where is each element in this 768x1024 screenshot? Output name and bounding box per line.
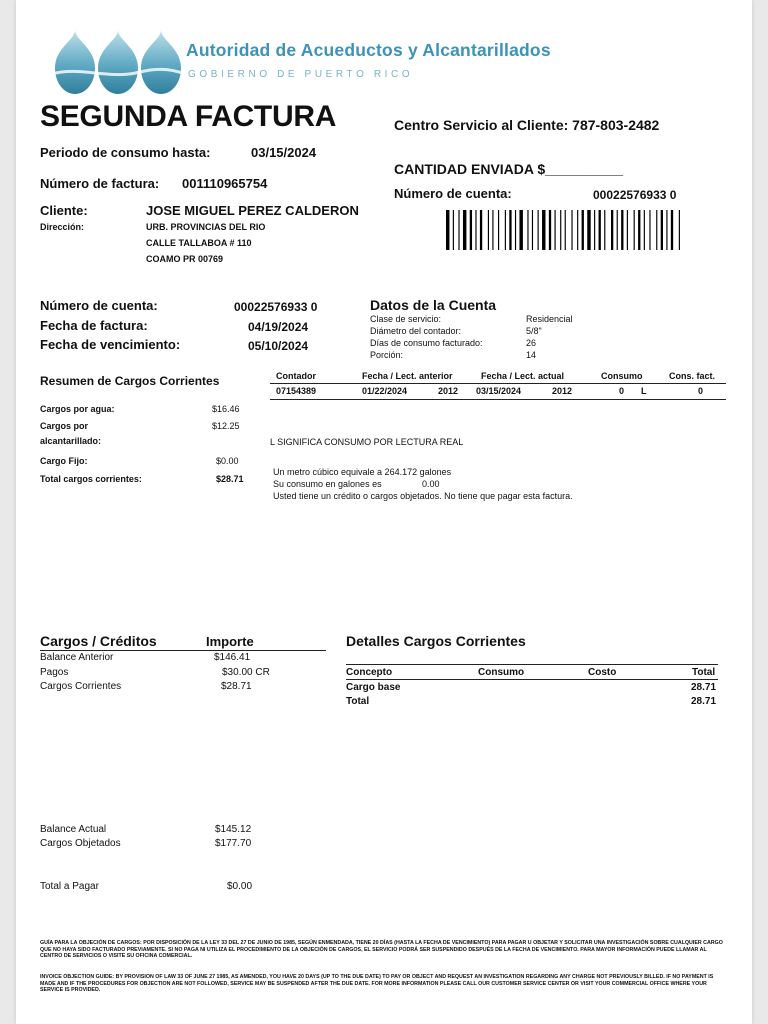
account-number-label-top: Número de cuenta: [394, 186, 512, 201]
address-line-1: URB. PROVINCIAS DEL RIO [146, 222, 266, 232]
current-balance-label: Balance Actual [40, 824, 107, 835]
sewer-charges-label-2: alcantarillado: [40, 436, 102, 446]
payments-value: $30.00 CR [222, 667, 270, 678]
total-current-label: Total cargos corrientes: [40, 474, 142, 484]
billed-days-label: Días de consumo facturado: [370, 338, 483, 348]
details-header-cost: Costo [588, 667, 617, 678]
barcode-icon [446, 210, 698, 250]
meter-diameter-label: Diámetro del contador: [370, 326, 462, 336]
objected-charges-value: $177.70 [215, 838, 252, 849]
reading-note: L SIGNIFICA CONSUMO POR LECTURA REAL [270, 437, 464, 447]
service-class-label: Clase de servicio: [370, 314, 442, 324]
due-date-label: Fecha de vencimiento: [40, 337, 181, 352]
portion-label: Porción: [370, 350, 404, 360]
invoice-number-value: 001110965754 [182, 176, 268, 191]
objection-guide-spanish: GUÍA PARA LA OBJECIÓN DE CARGOS: POR DISPOSICIÓN DE LA LEY 33 DEL 27 DE JUNIO DE 1985, SEGÚN ENMENDADA, TIENE 20 DÍAS (HASTA LA FECHA DE VENCIMIENTO) PARA PAGAR U OBJETAR Y SOLICITAR UNA INVESTIGACIÓN SOBRE CUALQUIER CARGO QUE NO HAYA SIDO FACTURADO PREVIAMENTE. SI NO PAGA NI UTILIZA EL PROCEDIMIENTO DE LA OBJECIÓN DE CARGOS, EL SERVICIO PODRÁ SER SUSPENDIDO DESPUÉS DE LA FECHA DE VENCIMIENTO. PARA MAYOR INFORMACIÓN PUEDE LLAMAR AL CENTRO DE SERVICIOS O VISITE SU OFICINA COMERCIAL. [40, 940, 723, 960]
cubic-meter-info: Un metro cúbico equivale a 264.172 galones [273, 467, 452, 477]
total-current-value: $28.71 [216, 474, 244, 484]
details-top-rule [346, 664, 718, 665]
water-charges-label: Cargos por agua: [40, 404, 115, 414]
water-drops-logo-icon [50, 28, 200, 98]
meter-reading-code: L [641, 386, 647, 396]
invoice-date-value: 04/19/2024 [248, 320, 309, 334]
meter-header-prev: Fecha / Lect. anterior [362, 371, 453, 381]
sewer-charges-value: $12.25 [212, 421, 240, 431]
address-line-2: CALLE TALLABOA # 110 [146, 238, 252, 248]
credit-notice: Usted tiene un crédito o cargos objetados. No tiene que pagar esta factura. [273, 491, 573, 501]
water-charges-value: $16.46 [212, 404, 240, 414]
charges-title: Cargos / Créditos [40, 633, 157, 649]
invoice-date-label: Fecha de factura: [40, 318, 148, 333]
meter-header-rule [270, 383, 726, 384]
meter-number: 07154389 [276, 386, 317, 396]
portion-value: 14 [526, 350, 537, 360]
due-date-value: 05/10/2024 [248, 339, 309, 353]
address-label: Dirección: [40, 222, 85, 232]
meter-header-consumption: Consumo [601, 371, 643, 381]
service-class-value: Residencial [526, 314, 573, 324]
meter-billed: 0 [698, 386, 704, 396]
account-number-value-top: 00022576933 0 [593, 188, 677, 202]
base-charge-value: 28.71 [691, 682, 717, 693]
client-name: JOSE MIGUEL PEREZ CALDERON [146, 203, 359, 218]
amount-sent: CANTIDAD ENVIADA $__________ [394, 161, 624, 177]
meter-prev-date: 01/22/2024 [362, 386, 408, 396]
account-details-title: Datos de la Cuenta [370, 297, 497, 313]
payments-label: Pagos [40, 667, 69, 678]
total-to-pay-label: Total a Pagar [40, 881, 99, 892]
meter-header-billed: Cons. fact. [669, 371, 716, 381]
gallons-label: Su consumo en galones es [273, 479, 382, 489]
meter-consumption: 0 [619, 386, 625, 396]
charges-rule [40, 650, 326, 651]
meter-curr-read: 2012 [552, 386, 573, 396]
meter-row-rule [270, 399, 726, 400]
details-header-rule [346, 679, 718, 680]
base-charge-label: Cargo base [346, 682, 401, 693]
sewer-charges-label-1: Cargos por [40, 421, 89, 431]
current-charges-label: Cargos Corrientes [40, 681, 122, 692]
current-charges-value: $28.71 [221, 681, 252, 692]
meter-header-meter: Contador [276, 371, 316, 381]
meter-diameter-value: 5/8" [526, 326, 542, 336]
invoice-page [16, 0, 752, 1024]
details-header-consumption: Consumo [478, 667, 525, 678]
amount-header: Importe [206, 634, 254, 649]
details-header-concept: Concepto [346, 667, 393, 678]
summary-title: Resumen de Cargos Corrientes [40, 374, 220, 388]
meter-prev-read: 2012 [438, 386, 459, 396]
objection-guide-english: INVOICE OBJECTION GUIDE: BY PROVISION OF LAW 33 OF JUNE 27 1985, AS AMENDED, YOU HAVE 20 DAYS (UP TO THE DUE DATE) TO PAY OR OBJECT AND REQUEST AN INVESTIGATION REGARDING ANY CHARGE NOT PREVIOUSLY BILLED. IF NO PAYMENT IS MADE AND IF THE PROCEDURES FOR OBJECTION ARE NOT FOLLOWED, SERVICE MAY BE SUSPENDED AFTER THE DUE DATE. FOR MORE INFORMATION PLEASE CALL OUR CUSTOMER SERVICE CENTER OR VISIT YOUR COMMERCIAL OFFICE WHERE YOUR SERVICE IS PROVIDED. [40, 974, 714, 994]
objected-charges-label: Cargos Objetados [40, 838, 121, 849]
customer-service-phone: Centro Servicio al Cliente: 787-803-2482 [394, 117, 660, 133]
meter-header-curr: Fecha / Lect. actual [481, 371, 565, 381]
invoice-title: SEGUNDA FACTURA [40, 100, 337, 133]
organization-name: Autoridad de Acueductos y Alcantarillados [186, 40, 551, 60]
meter-curr-date: 03/15/2024 [476, 386, 522, 396]
previous-balance-value: $146.41 [214, 652, 251, 663]
current-balance-value: $145.12 [215, 824, 252, 835]
client-label: Cliente: [40, 203, 88, 218]
invoice-number-label: Número de factura: [40, 176, 160, 191]
period-value: 03/15/2024 [251, 145, 317, 160]
details-title: Detalles Cargos Corrientes [346, 633, 526, 649]
previous-balance-label: Balance Anterior [40, 652, 114, 663]
billed-days-value: 26 [526, 338, 537, 348]
address-line-3: COAMO PR 00769 [146, 254, 224, 264]
fixed-charge-value: $0.00 [216, 456, 239, 466]
gallons-value: 0.00 [422, 479, 440, 489]
fixed-charge-label: Cargo Fijo: [40, 456, 88, 466]
details-header-total: Total [692, 667, 716, 678]
details-total-label: Total [346, 696, 370, 707]
period-label: Periodo de consumo hasta: [40, 145, 211, 160]
details-total-value: 28.71 [691, 696, 717, 707]
account-number-value: 00022576933 0 [234, 300, 318, 314]
account-number-label: Número de cuenta: [40, 298, 158, 313]
total-to-pay-value: $0.00 [227, 881, 253, 892]
organization-subtitle: GOBIERNO DE PUERTO RICO [188, 69, 414, 80]
